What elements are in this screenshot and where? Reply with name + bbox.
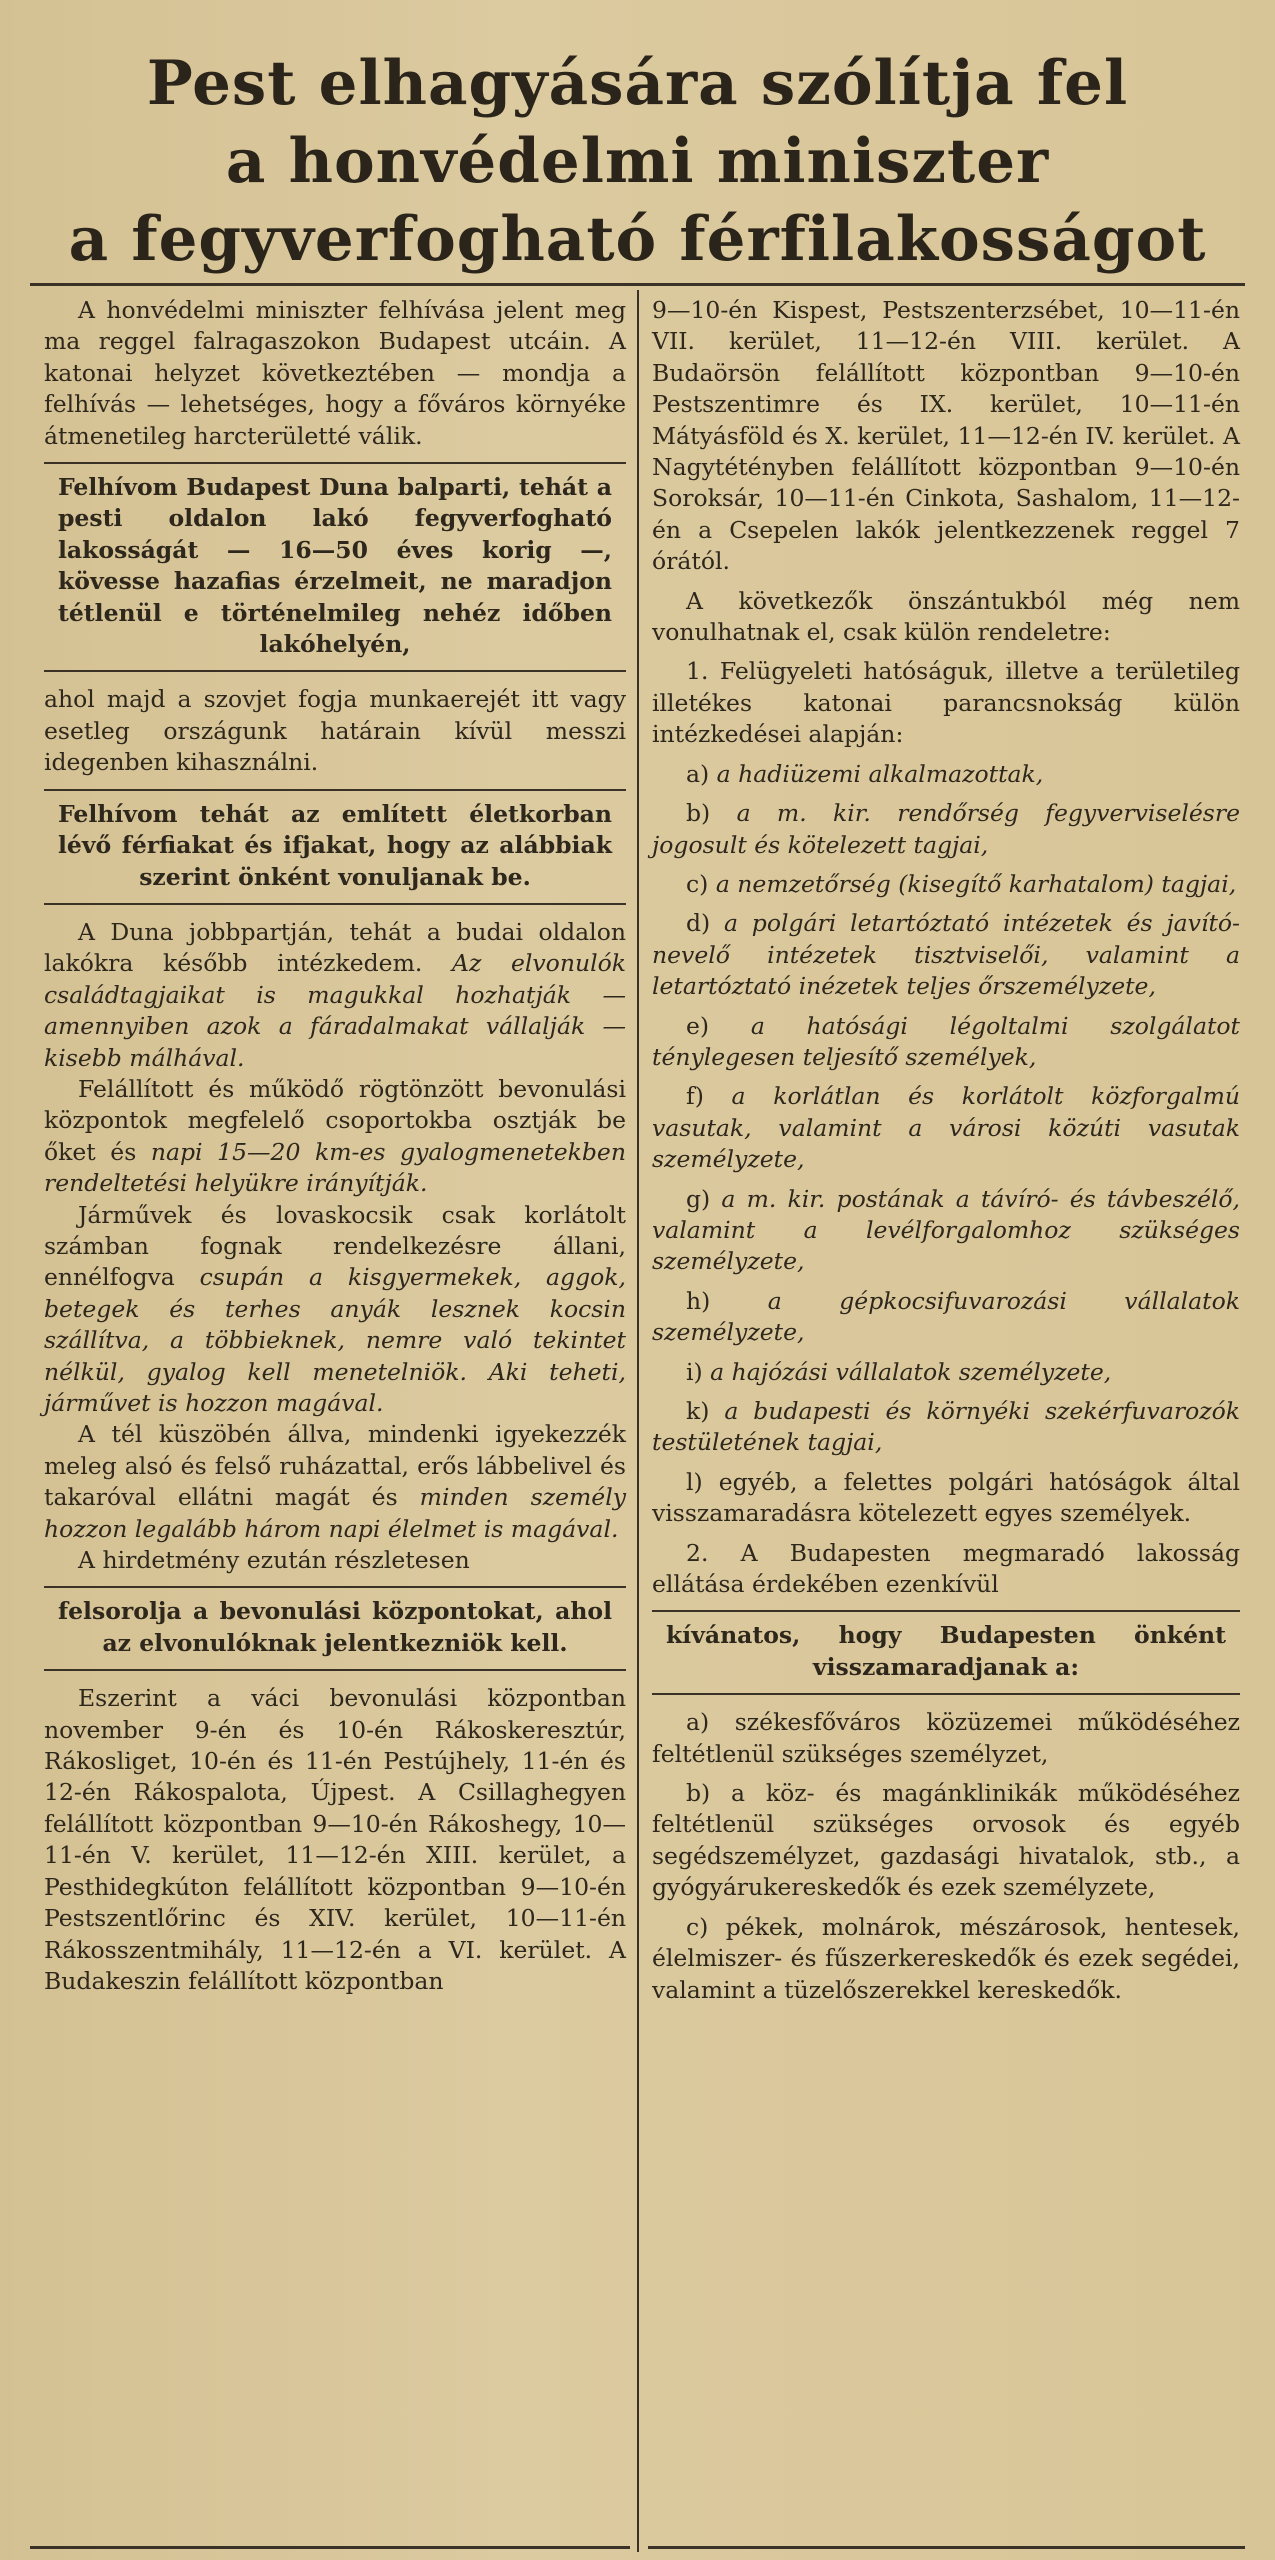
headline-line-2: a honvédelmi miniszter [225, 126, 1050, 197]
headline [0, 45, 1275, 279]
exemption-item [652, 908, 1240, 1002]
exemption-item-text: a gépkocsifuvarozási vállalatok személyzete, [652, 1286, 1240, 1347]
exemption-item [652, 1081, 1240, 1175]
announcement-paragraph: A hirdetmény ezután részletesen [78, 1546, 470, 1575]
exemptions-intro: A következők önszántukból még nem vonulhatnak el, csak külön rendeletre: [652, 586, 1240, 647]
centers-text: Felállított és működő rögtönzött bevonulási központok megfelelő csoportokba osztják be őket és [44, 1074, 626, 1166]
left-column [44, 295, 626, 1997]
centers-paragraph [44, 1074, 626, 1200]
headline-line-1: Pest elhagyására szólítja fel [146, 48, 1129, 119]
exemption-item [652, 759, 1240, 790]
exemption-item-label: h) [686, 1286, 768, 1315]
exemption-item-text: a m. kir. postának a távíró- és távbeszélő, valamint a levélforgalomhoz szükséges személyzete, [652, 1184, 1241, 1276]
headline-rule [30, 283, 1245, 286]
family-text: Az elvonulók családtagjaikat is magukkal hozhatják — amennyiben azok a fáradalmakat vállalják — kisebb málhával. [44, 949, 626, 1072]
column-divider [637, 290, 639, 2552]
exemption-item-text: a korlátlan és korlátolt közforgalmú vasutak, valamint a városi közúti vasutak személyzete, [652, 1082, 1240, 1174]
exemption-item-label: d) [686, 909, 724, 938]
exemption-item-text: a hadiüzemi alkalmazottak, [716, 759, 1044, 788]
centers-box-text: felsorolja a bevonulási központokat, ahol az elvonulóknak jelentkezniök kell. [58, 1597, 612, 1657]
headline-line-3: a fegyverfogható férfilakosságot [68, 204, 1207, 275]
stay-list-item: a) székesfőváros közüzemei működéséhez feltétlenül szükséges személyzet, [652, 1708, 1240, 1768]
vehicles-paragraph [44, 1200, 626, 1420]
exemption-item [652, 869, 1240, 900]
appeal-text-2: Felhívom tehát az említett életkorban lévő férfiakat és ifjakat, hogy az alábbiak szerint önként vonuljanak be. [58, 799, 612, 891]
exemption-item-text: a polgári letartóztató intézetek és javító-nevelő intézetek tisztviselői, valamint a letartóztató inézetek teljes őrszemélyzete, [652, 909, 1240, 1001]
exemption-item-label: i) [686, 1357, 711, 1386]
exemption-item-text: a hatósági légoltalmi szolgálatot ténylegesen teljesítő személyek, [652, 1011, 1240, 1071]
buda-text: A Duna jobbpartján, tehát a budai oldalon lakókra később intézkedem. [44, 917, 626, 978]
appeal-text-1: Felhívom Budapest Duna balparti, tehát a pesti oldalon lakó fegyverfogható lakosságát — 16—50 éves korig —, kövesse hazafias érzelmeit, ne maradjon tétlenül e történelmileg nehéz időben lakóhelyén, [58, 473, 612, 659]
exemption-item-label: a) [686, 759, 717, 788]
stay-list-item: c) pékek, molnárok, mészárosok, hentesek, élelmiszer- és fűszerkereskedők és ezek segédei, valamint a tüzelőszerekkel kereskedők. [652, 1912, 1240, 2004]
exemption-item-l: l) egyéb, a felettes polgári hatóságok által visszamaradásra kötelezett egyes személyek. [652, 1467, 1240, 1528]
exemption-item-text: a m. kir. rendőrség fegyverviselésre jogosult és kötelezett tagjai, [652, 799, 1240, 859]
winter-text: A tél küszöbén állva, mindenki igyekezzék meleg alsó és felső ruházattal, erős lábbelivel és takaróval ellátni magát és [44, 1420, 626, 1512]
appeal-box-1 [44, 462, 626, 672]
bottom-rule-left [30, 2546, 630, 2549]
schedule-continued: 9—10-én Kispest, Pestszenterzsébet, 10—11-én VII. kerület, 11—12-én VIII. kerület. A Budaörsön felállított központban 9—10-én Pestszentimre és IX. kerület, 10—11-én Mátyásföld és X. kerület, 11—12-én IV. kerület. A Nagytétényben felállított központban 9—10-én Soroksár, 10—11-én Cinkota, Sashalom, 11—12-én a Csepelen lakók jelentkezzenek reggel 7 órától. [652, 296, 1240, 576]
exemption-item [652, 1396, 1240, 1459]
transport-text: csupán a kisgyermekek, aggok, betegek és terhes anyák lesznek kocsin szállítva, a többieknek, nemre való tekintet nélkül, gyalog kell menetelniök. Aki teheti, járművet is hozzon magával. [44, 1263, 626, 1417]
centers-box [44, 1586, 626, 1671]
bottom-rule-right [648, 2546, 1245, 2549]
vehicles-text: Járművek és lovaskocsik csak korlátolt számban fognak rendelkezésre állani, ennélfogva [44, 1200, 626, 1292]
food-text: minden személy hozzon legalább három napi élelmet is magával. [44, 1483, 626, 1543]
exemption-list [652, 759, 1240, 1459]
exemption-item [652, 1286, 1240, 1349]
exemption-item-label: f) [686, 1082, 732, 1111]
exemption-item-text: a budapesti és környéki szekérfuvarozók testületének tagjai, [652, 1397, 1240, 1457]
exemption-item-text: a hajózási vállalatok személyzete, [710, 1357, 1112, 1386]
exemption-item-label: c) [686, 869, 716, 898]
exemption-item-label: e) [686, 1011, 751, 1040]
exemption-item-label: k) [686, 1397, 725, 1425]
exemption-item [652, 798, 1240, 861]
exemption-item [652, 1357, 1240, 1388]
exemption-item [652, 1011, 1240, 1074]
buda-paragraph [44, 917, 626, 1074]
march-text: napi 15—20 km-es gyalogmenetekben rendeltetési helyükre irányítják. [44, 1137, 626, 1198]
right-column [652, 295, 1240, 2014]
stay-list-item: b) a köz- és magánklinikák működéséhez feltétlenül szükséges orvosok és egyéb segédszemélyzet, gazdasági hivatalok, stb., a gyógyárukereskedők és ezek személyzete, [652, 1779, 1240, 1902]
exemption-item-label: b) [686, 799, 737, 828]
intro-paragraph: A honvédelmi miniszter felhívása jelent meg ma reggel falragaszokon Budapest utcáin. A katonai helyzet következtében — mondja a felhívás — lehetséges, hogy a főváros környéke átmenetileg harcterületté válik. [44, 296, 626, 450]
exemption-item-text: a nemzetőrség (kisegítő karhatalom) tagjai, [715, 869, 1237, 898]
winter-paragraph [44, 1419, 626, 1545]
stay-box [652, 1610, 1240, 1695]
appeal-box-2 [44, 789, 626, 905]
supervisory-paragraph: 1. Felügyeleti hatóságuk, illetve a területileg illetékes katonai parancsnokság külön intézkedései alapján: [652, 657, 1240, 749]
supply-paragraph: 2. A Budapesten megmaradó lakosság ellátása érdekében ezenkívül [652, 1538, 1240, 1599]
stay-list [652, 1707, 1240, 2006]
exemption-item-label: g) [686, 1184, 722, 1213]
soviet-paragraph: ahol majd a szovjet fogja munkaerejét itt vagy esetleg országunk határain kívül messzi idegenben kihasználni. [44, 685, 626, 777]
exemption-item [652, 1184, 1240, 1278]
stay-box-text: kívánatos, hogy Budapesten önként visszamaradjanak a: [666, 1621, 1226, 1681]
schedule-paragraph: Eszerint a váci bevonulási központban november 9-én és 10-én Rákoskeresztúr, Rákosliget, 10-én és 11-én Pestújhely, 11-én és 12-én Rákospalota, Újpest. A Csillaghegyen felállított központban 9—10-én Rákoshegy, 10—11-én V. kerület, 11—12-én XIII. kerület, a Pesthidegkúton felállított központban 9—10-én Pestszentlőrinc és XIV. kerület, 10—11-én Rákosszentmihály, 11—12-én a VI. kerület. A Budakeszin felállított központban [44, 1684, 626, 1995]
